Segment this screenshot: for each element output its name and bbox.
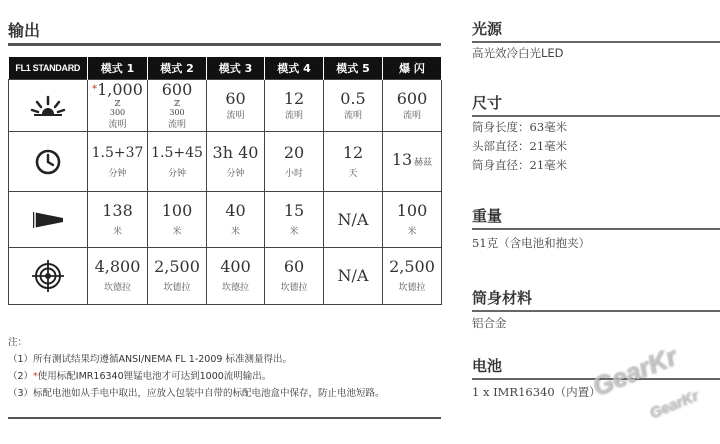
brightness-icon-cell <box>9 80 88 132</box>
weight-text: 51克（含电池和抱夹） <box>472 236 591 250</box>
value-mode-2-runtime: 1.5+45 <box>151 144 203 161</box>
value-mode-3-intensity: 400 <box>220 257 251 276</box>
value-strobe-distance: 100 <box>396 200 428 220</box>
frequency-value: 13 <box>391 150 413 169</box>
watermark-small: GearKr <box>646 387 701 422</box>
value-mode-3-runtime: 3h 40 <box>212 142 259 162</box>
value-mode-5-intensity: N/A <box>337 266 369 285</box>
unit-label: 流明 <box>108 119 127 130</box>
note-2-prefix: （2） <box>8 371 34 382</box>
sub-value: 300 <box>169 107 185 117</box>
cell-distance-strobe <box>383 192 442 248</box>
cell-intensity-mode-5 <box>324 248 383 305</box>
note-2-star: * <box>33 371 38 382</box>
cell-lumen-mode-3 <box>207 80 265 132</box>
cell-runtime-mode-2 <box>148 132 207 192</box>
lumen-value: 1,000 <box>97 79 143 99</box>
target-icon-cell <box>9 248 88 305</box>
value-mode-3-distance: 40 <box>225 200 246 220</box>
header-standard: FL1 STANDARD <box>9 57 88 80</box>
cell-runtime-mode-5 <box>324 132 383 192</box>
cell-intensity-strobe <box>383 248 442 305</box>
value-mode-2-intensity: 2,500 <box>154 257 200 276</box>
note-3: （3）标配电池如从手电中取出，应放入包装中自带的标配电池盒中保存，防止电池短路。 <box>8 388 385 399</box>
table-row-beam-distance <box>9 192 442 248</box>
light-source-title: 光源 <box>472 20 503 38</box>
cell-lumen-strobe <box>383 80 442 132</box>
note-1: （1）所有测试结果均遵循ANSI/NEMA FL 1-2009 标准测量得出。 <box>8 354 292 365</box>
cell-lumen-mode-1 <box>88 80 148 132</box>
brightness-icon <box>30 94 66 118</box>
unit-label: 米 <box>289 226 299 237</box>
cell-strobe-frequency <box>383 132 442 192</box>
cell-runtime-mode-1 <box>88 132 148 192</box>
unit-label: 分钟 <box>108 168 127 179</box>
cell-distance-mode-1 <box>88 192 148 248</box>
cell-distance-mode-4 <box>265 192 324 248</box>
unit-label: 流明 <box>402 110 421 121</box>
size-line-body: 筒身直径：21毫米 <box>472 158 568 172</box>
value-mode-1-intensity: 4,800 <box>94 257 141 276</box>
cell-distance-mode-2 <box>148 192 207 248</box>
unit-label: 坎德拉 <box>103 283 131 293</box>
beam-distance-icon <box>31 209 65 231</box>
unit-label: 坎德拉 <box>398 283 426 293</box>
range-mark: ℤ <box>174 98 180 108</box>
material-title: 筒身材料 <box>472 289 533 307</box>
output-title: 输出 <box>8 21 41 40</box>
header-mode-4: 模式 4 <box>265 57 324 80</box>
material-rule <box>472 310 720 312</box>
cell-lumen-mode-2 <box>148 80 207 132</box>
header-mode-2: 模式 2 <box>148 57 207 80</box>
unit-label: 米 <box>407 226 417 237</box>
value-mode-5-lumen: 0.5 <box>340 88 366 108</box>
cell-lumen-mode-4 <box>265 80 324 132</box>
battery-text: 1 x IMR16340（内置） <box>472 385 601 399</box>
range-mark: ℤ <box>114 98 121 108</box>
table-row-runtime <box>9 132 442 192</box>
value-mode-3-lumen: 60 <box>225 88 246 108</box>
unit-label: 分钟 <box>226 168 245 179</box>
size-rule <box>472 115 720 117</box>
value-mode-1-distance: 138 <box>102 200 133 220</box>
header-strobe: 爆 闪 <box>383 57 442 80</box>
value-mode-4-lumen: 12 <box>283 88 305 108</box>
header-mode-5: 模式 5 <box>324 57 383 80</box>
clock-icon-cell <box>9 132 88 192</box>
value-mode-1-lumen <box>88 81 147 99</box>
unit-label: 分钟 <box>167 168 186 179</box>
frequency-unit: 赫兹 <box>414 158 433 168</box>
header-mode-1: 模式 1 <box>88 57 148 80</box>
table-header-row <box>9 57 442 80</box>
cell-runtime-mode-4 <box>265 132 324 192</box>
unit-label: 米 <box>230 226 240 237</box>
light-source-rule <box>472 41 720 43</box>
unit-label: 流明 <box>226 110 245 121</box>
size-line-length: 筒身长度：63毫米 <box>472 120 568 134</box>
unit-label: 米 <box>112 226 122 237</box>
value-mode-2-distance: 100 <box>161 200 193 220</box>
unit-label: 坎德拉 <box>280 283 308 293</box>
cell-distance-mode-3 <box>207 192 265 248</box>
material-text: 铝合金 <box>472 316 507 330</box>
notes-bottom-rule <box>8 417 441 419</box>
value-mode-4-runtime: 20 <box>283 142 305 162</box>
notes-title: 注： <box>8 337 28 348</box>
table-row-intensity <box>9 248 442 305</box>
cell-lumen-mode-5 <box>324 80 383 132</box>
unit-label: 流明 <box>343 110 362 121</box>
watermark-large: GearKr <box>587 340 681 402</box>
value-mode-5-runtime: 12 <box>342 142 364 162</box>
cell-intensity-mode-2 <box>148 248 207 305</box>
value-strobe-frequency <box>383 151 441 172</box>
value-mode-4-distance: 15 <box>283 200 305 220</box>
value-strobe-intensity: 2,500 <box>389 257 435 276</box>
value-mode-2-lumen: 600 <box>161 79 193 99</box>
size-title: 尺寸 <box>472 94 503 112</box>
value-strobe-lumen: 600 <box>396 88 428 108</box>
output-title-rule <box>8 43 441 46</box>
unit-label: 坎德拉 <box>163 283 191 293</box>
value-mode-1-runtime: 1.5+37 <box>91 144 144 161</box>
weight-rule <box>472 228 720 230</box>
value-mode-4-intensity: 60 <box>283 257 305 276</box>
unit-label: 坎德拉 <box>221 283 249 293</box>
note-2 <box>8 368 444 385</box>
beam-distance-icon-cell <box>9 192 88 248</box>
clock-icon <box>33 147 63 177</box>
battery-title: 电池 <box>472 357 503 375</box>
cell-intensity-mode-3 <box>207 248 265 305</box>
unit-label: 流明 <box>284 110 303 121</box>
sub-value: 300 <box>109 107 126 117</box>
target-icon <box>31 259 65 293</box>
cell-intensity-mode-4 <box>265 248 324 305</box>
cell-intensity-mode-1 <box>88 248 148 305</box>
unit-label: 米 <box>172 226 182 237</box>
note-2-text: 使用标配IMR16340锂锰电池才可达到1000流明输出。 <box>37 371 272 382</box>
unit-label: 天 <box>348 168 358 179</box>
light-source-text: 高光效冷白光LED <box>472 46 564 60</box>
unit-label: 流明 <box>167 119 186 130</box>
cell-runtime-mode-3 <box>207 132 265 192</box>
output-spec-table <box>8 57 442 305</box>
size-line-head: 头部直径：21毫米 <box>472 139 568 153</box>
header-mode-3: 模式 3 <box>207 57 265 80</box>
weight-title: 重量 <box>472 207 503 225</box>
unit-label: 小时 <box>284 168 303 179</box>
cell-distance-mode-5 <box>324 192 383 248</box>
red-star: * <box>92 83 98 95</box>
table-row-brightness <box>9 80 442 132</box>
notes-block <box>8 334 444 402</box>
value-mode-5-distance: N/A <box>337 209 369 229</box>
